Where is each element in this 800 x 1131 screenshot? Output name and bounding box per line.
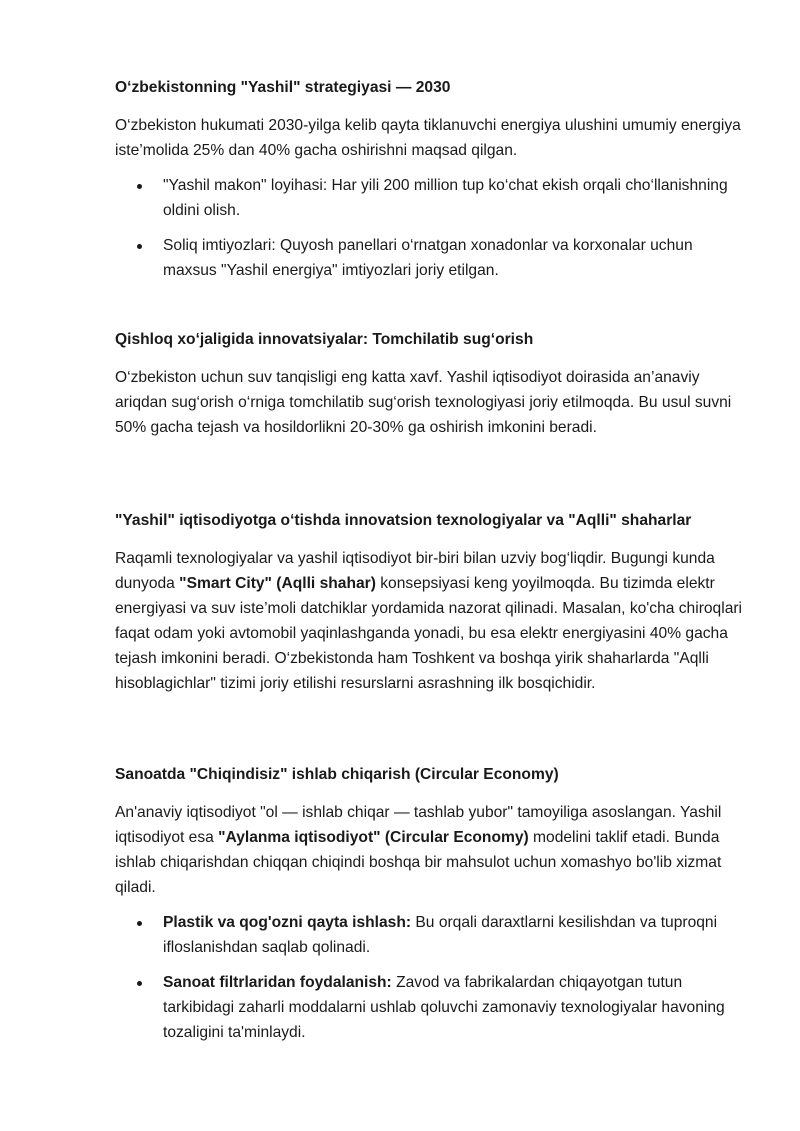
- section-drip-irrigation: [115, 328, 745, 450]
- section-paragraph: [115, 800, 745, 900]
- list-item: [115, 173, 745, 223]
- section-title: Sanoatda "Chiqindisiz" ishlab chiqarish (Circular Economy): [115, 766, 559, 783]
- section-paragraph: O‘zbekiston hukumati 2030-yilga kelib qayta tiklanuvchi energiya ulushini umumiy energiya iste’molida 25% dan 40% gacha oshirishni maqsad qilgan.: [115, 117, 741, 159]
- list-item-text: Soliq imtiyozlari: Quyosh panellari o‘rnatgan xonadonlar va korxonalar uchun maxsus "Yashil energiya" imtiyozlari joriy etilgan.: [163, 237, 693, 279]
- bullet-list: [115, 173, 745, 283]
- section-title: Qishloq xo‘jaligida innovatsiyalar: Tomchilatib sug‘orish: [115, 331, 534, 348]
- bullet-icon: [137, 244, 142, 249]
- section-smart-cities: [115, 509, 745, 706]
- paragraph-emphasis: "Aylanma iqtisodiyot" (Circular Economy): [218, 829, 529, 846]
- paragraph-text: An'anaviy iqtisodiyot "ol — ishlab chiqar — tashlab yubor" tamoyiliga asoslangan. Yashil iqtisodiyot esa: [115, 804, 722, 846]
- section-circular-economy: [115, 763, 745, 1055]
- section-title: O‘zbekistonning "Yashil" strategiyasi — 2030: [115, 79, 451, 96]
- list-item: [115, 910, 745, 960]
- list-item: [115, 233, 745, 283]
- section-green-strategy: [115, 76, 745, 293]
- paragraph-text: modelini taklif etadi. Bunda ishlab chiqarishdan chiqqan chiqindi boshqa bir mahsulot uchun xomashyo bo'lib xizmat qiladi.: [115, 829, 722, 896]
- section-title: "Yashil" iqtisodiyotga o‘tishda innovatsion texnologiyalar va "Aqlli" shaharlar: [115, 512, 692, 529]
- list-item-text: Zavod va fabrikalardan chiqayotgan tutun tarkibidagi zaharli moddalarni ushlab qoluvchi zamonaviy texnologiyalar havoning tozaligini ta'minlaydi.: [163, 974, 725, 1041]
- bullet-icon: [137, 981, 142, 986]
- list-item-text: "Yashil makon" loyihasi: Har yili 200 million tup ko‘chat ekish orqali cho‘llanishning oldini olish.: [163, 177, 728, 219]
- list-item-heading: Sanoat filtrlaridan foydalanish:: [163, 974, 392, 991]
- section-paragraph: O‘zbekiston uchun suv tanqisligi eng katta xavf. Yashil iqtisodiyot doirasida an’anaviy ariqdan sug‘orish o‘rniga tomchilatib sug‘orish texnologiyasi joriy etilmoqda. Bu usul suvni 50% gacha tejash va hosildorlikni 20-30% ga oshirish imkonini beradi.: [115, 369, 732, 436]
- list-item-text: Bu orqali daraxtlarni kesilishdan va tuproqni ifloslanishdan saqlab qolinadi.: [163, 914, 718, 956]
- section-paragraph: [115, 546, 745, 696]
- bullet-list: [115, 910, 745, 1045]
- bullet-icon: [137, 921, 142, 926]
- list-item: [115, 970, 745, 1045]
- list-item-heading: Plastik va qog'ozni qayta ishlash:: [163, 914, 412, 931]
- paragraph-text: Raqamli texnologiyalar va yashil iqtisodiyot bir-biri bilan uzviy bog‘liqdir. Bugungi kunda dunyoda: [115, 550, 715, 592]
- paragraph-text: konsepsiyasi keng yoyilmoqda. Bu tizimda elektr energiyasi va suv iste’moli datchiklar yordamida nazorat qilinadi. Masalan, ko'cha chiroqlari faqat odam yoki avtomobil yaqinlashganda yonadi, bu esa elektr energiyasini 40% gacha tejash imkonini beradi. O‘zbekistonda ham Toshkent va boshqa yirik shaharlarda "Aqlli hisoblagichlar" tizimi joriy etilishi resurslarni asrashning ilk bosqichidir.: [115, 575, 743, 692]
- paragraph-emphasis: "Smart City" (Aqlli shahar): [179, 575, 376, 592]
- bullet-icon: [137, 184, 142, 189]
